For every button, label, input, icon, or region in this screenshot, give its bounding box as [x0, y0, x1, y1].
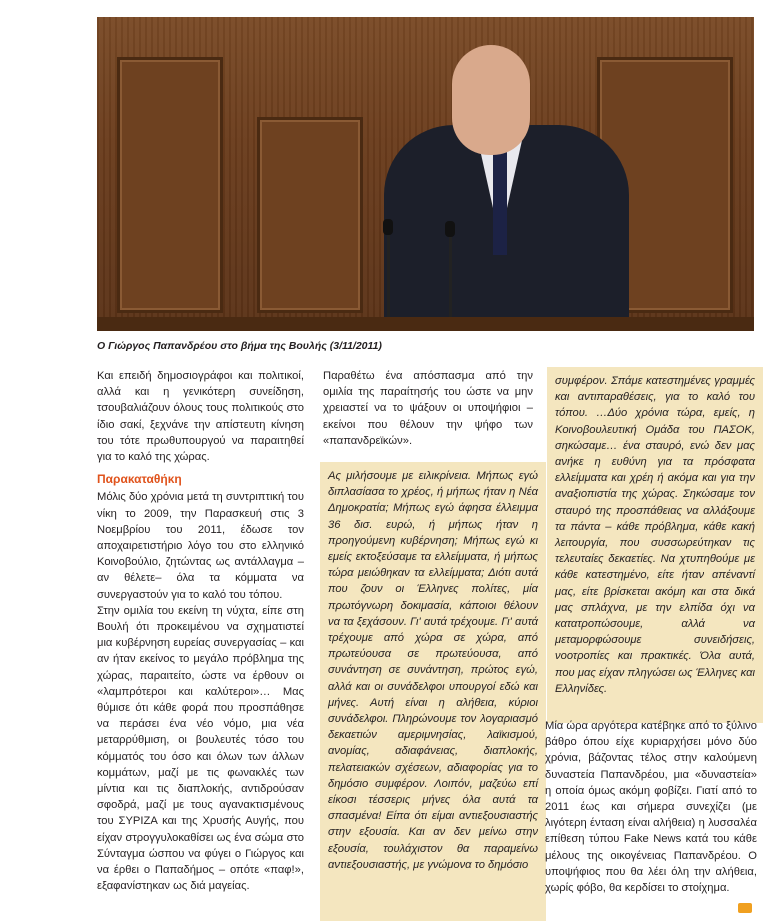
intro-paragraph: Και επειδή δημοσιογράφοι και πολιτικοί, αλλά και η γενικότερη συνείδηση, τσουβαλιάζουν όλους τους πολιτικούς στο ίδιο σακί, ξεχνάνε την απίστευτη κίνηση του τότε πρωθυπουργού να παραιτηθεί για το καλό της χώρας.: [97, 370, 304, 464]
body-paragraph: Στην ομιλία του εκείνη τη νύχτα, είπε στη Βουλή ότι προκειμένου να σχηματιστεί μια κυβέρνηση ευρείας συνεργασίας – και αν ήταν εκείνος το μεγάλο πρόβλημα της χώρας, παραιτείτο, ώστε να έρθουν οι «λαμπρότεροι και καλύτεροι»… Μας θύμισε ότι κάθε φορά που προσπάθησε να περάσει ένα νέο νόμο, μια νέα μεταρρύθμιση, οι βουλευτές τόσο του κόμματός του όσο και όλων των άλλων κομμάτων, μαζί με τις φωνακλές των μίντια και τις διαπλοκής, αντιδρούσαν σφοδρά, μαζί με τους αγανακτισμένους του ΣΥΡΙΖΑ και της Χρυσής Αυγής, που είχαν στρογγυλοκαθίσει ως ένα σώμα στο Σύνταγμα ώσπου να φύγει ο Γιώργος και να έρθει ο Παπαδήμος – οπότε «παφ!», εξαφανίστηκαν ως διά μαγείας.: [97, 604, 304, 893]
intro-paragraph: Παραθέτω ένα απόσπασμα από την ομιλία της παραίτησής του ώστε να μην χρειαστεί να το ψάξουν οι υποψήφιοι – εκείνοι που θέλουν την ψήφο των «παπανδρεϊκών».: [323, 370, 533, 447]
quote-box: [320, 462, 546, 921]
speaker-head: [452, 45, 530, 155]
column-2: [323, 368, 533, 458]
speaker-tie: [493, 145, 507, 255]
podium: [97, 317, 754, 331]
wood-panel: [117, 57, 223, 313]
microphone: [387, 227, 390, 322]
quote-text: Ας μιλήσουμε με ειλικρίνεια. Μήπως εγώ διπλασίασα το χρέος, ή μήπως ήταν η Νέα Δημοκρατία; Μήπως εγώ άφησα έλλειμμα 36 δισ. ευρώ, ή μήπως ήταν η προηγούμενη κυβέρνηση; Μήπως εγώ κι εμείς εκτοξεύσαμε τα ελλείμματα, ή μήπως τώρα μειώθηκαν τα ελλείμματα; Διότι αυτά που ζουν οι Έλληνες πολίτες, μία πρωτόγνωρη δοκιμασία, κάποιοι θέλουν να τα ξεχάσουν. Γι' αυτά τρέχουμε. Γι' αυτά τρέχουμε από χώρα σε χώρα, από πρωτεύουσα σε πρωτεύουσα, από συνάντηση σε συνάντηση, πρώτος εγώ, αλλά και οι συνάδελφοι υπουργοί εδώ και μήνες. Αυτή είναι η αλήθεια, κύριοι συνάδελφοι. Πληρώνουμε τον λογαριασμό δεκαετιών αμεριμνησίας, λαϊκισμού, ανομίας, αδιαφάνειας, διαπλοκής, πελατειακών σχέσεων, αδιαφορίας για το δημόσιο συμφέρον. Λοιπόν, μαζεύω επί είκοσι τέσσερις μήνες όλα αυτά τα σπασμένα! Είπα ότι είμαι αντιεξουσιαστής στην εξουσία. Και αν δεν μείνω στην εξουσία, τουλάχιστον θα παραμείνω αντιεξουσιαστής, με γνώμονα το δημόσιο: [328, 470, 538, 871]
page-badge: [738, 903, 752, 913]
body-paragraph: Μόλις δύο χρόνια μετά τη συντριπτική του νίκη το 2009, την Παρασκευή στις 3 Νοεμβρίου του 2011, έδωσε τον αποχαιρετιστήριο λόγο του στο ελληνικό Κοινοβούλιο, ζητώντας ως αντάλλαγμα –αν θέλετε– όλα τα κόμματα να συνεργαστούν για το καλό του τόπου.: [97, 491, 304, 601]
microphone: [449, 229, 452, 322]
wood-panel: [257, 117, 363, 313]
hero-photo: [97, 17, 754, 331]
section-heading: Παρακαταθήκη: [97, 472, 182, 487]
column-1: [97, 368, 304, 895]
microphone-head: [445, 221, 455, 237]
photo-caption: Ο Γιώργος Παπανδρέου στο βήμα της Βουλής (3/11/2011): [97, 340, 382, 352]
body-paragraph: Μία ώρα αργότερα κατέβηκε από το ξύλινο βάθρο όπου είχε κυριαρχήσει μόνο δύο χρόνια, βάζοντας τέλος στην καλούμενη δυναστεία Παπανδρέου, μια «δυναστεία» η οποία όμως ακόμη φοβίζει. Γιατί από το 2011 έως και σήμερα συνεχίζει (με λιγότερη ένταση είναι αλήθεια) η λυσσαλέα επίθεση τύπου Fake News κατά του κάθε μέλους της οικογένειας Παπανδρέου. Ο υποψήφιος που θα λέει όλη την αλήθεια, χωρίς φόβο, θα κερδίσει το στοίχημα.: [545, 720, 757, 895]
quote-box: [547, 367, 763, 723]
column-3-outro: [545, 718, 757, 896]
microphone-head: [383, 219, 393, 235]
quote-text: συμφέρον. Σπάμε κατεστημένες γραμμές και αντιπαραθέσεις, για το καλό του τόπου. …Δύο χρόνια τώρα, εμείς, η Κοινοβουλευτική Ομάδα του ΠΑΣΟΚ, σηκώσαμε… ένα σταυρό, ενώ δεν μας ανήκε η ευθύνη για τα πρόσφατα ελλείμματα και χρέη ή ακόμα και για την αναξιοπιστία της χώρας. Σηκώσαμε τον σταυρό της προσπάθειας να αλλάξουμε τα πάντα – κάθε πρόβλημα, κάθε κακή λειτουργία, που συσσωρεύτηκαν τις τελευταίες δεκαετίες. Να χτυπηθούμε με κάθε κατεστημένο, είτε ήταν απέναντί μας, είτε βρίσκεται ακόμη και στα δικά μας σπλάχνα, με την ελπίδα όχι να κατατροπώσουμε, αλλά να μεταμορφώσουμε συνειδήσεις, νοοτροπίες και πρακτικές. Όλα αυτά, που μας είχαν πληγώσει ως Έλληνες και Ελληνίδες.: [555, 375, 755, 695]
